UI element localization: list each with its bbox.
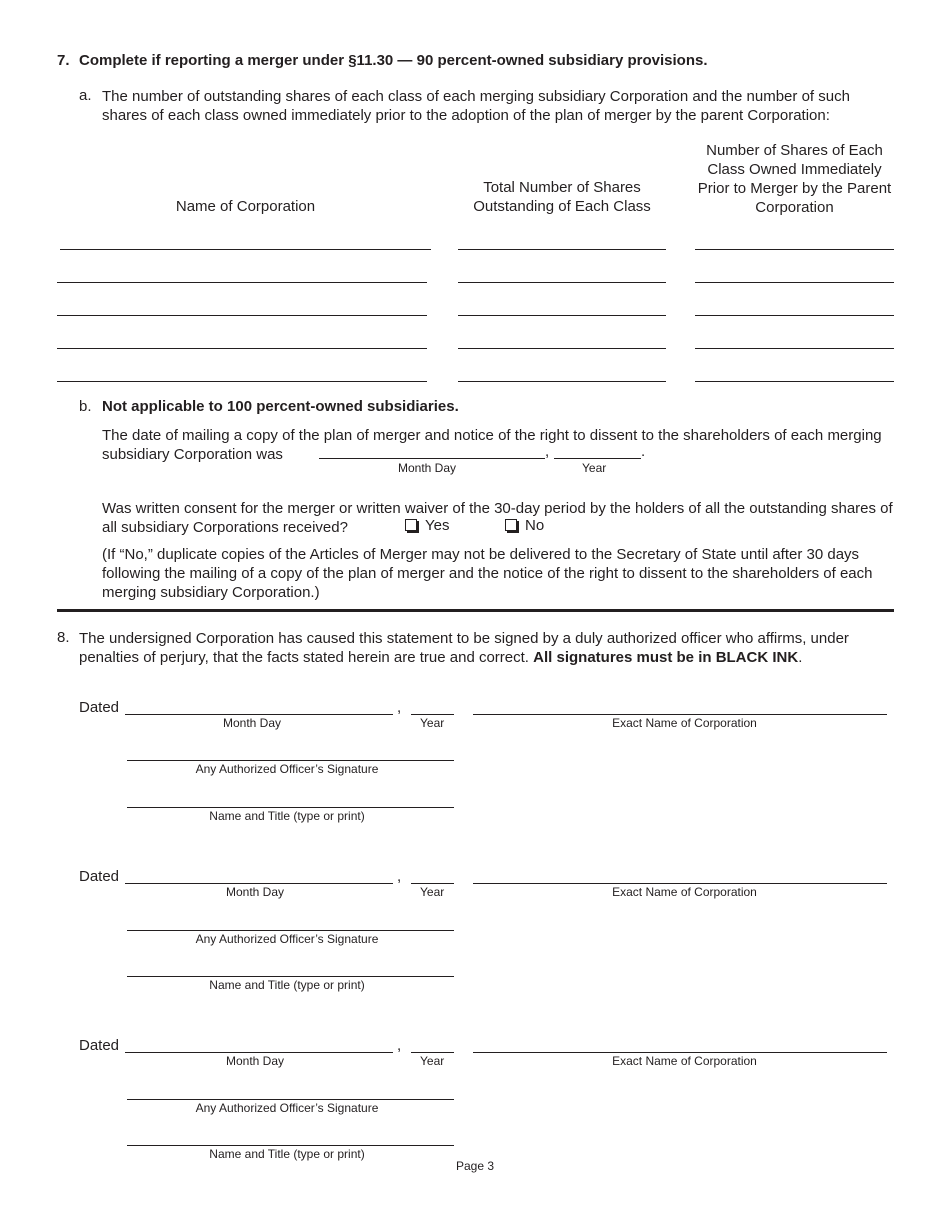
dated-year-field[interactable] <box>411 1052 454 1053</box>
parent-owned-shares-field[interactable] <box>695 315 894 316</box>
comma: , <box>545 443 550 460</box>
dated-month-day-field[interactable] <box>125 714 393 715</box>
mailing-year-field[interactable] <box>554 458 641 459</box>
col-header-name-of-corporation: Name of Corporation <box>175 198 316 215</box>
parent-owned-shares-field[interactable] <box>695 282 894 283</box>
parent-owned-shares-field[interactable] <box>695 381 894 382</box>
officer-signature-caption: Any Authorized Officer’s Signature <box>195 932 379 946</box>
affirmation-period: . <box>798 649 803 666</box>
exact-corp-name-caption: Exact Name of Corporation <box>612 1054 757 1068</box>
officer-signature-caption: Any Authorized Officer’s Signature <box>195 1101 379 1115</box>
consent-yes-option[interactable] <box>405 517 449 534</box>
comma: , <box>397 1037 402 1054</box>
comma: , <box>397 699 402 716</box>
mailing-month-day-caption: Month Day <box>398 461 457 475</box>
name-title-caption: Name and Title (type or print) <box>209 809 365 823</box>
period: . <box>641 443 646 460</box>
dated-label: Dated <box>79 868 120 885</box>
officer-signature-caption: Any Authorized Officer’s Signature <box>195 762 379 776</box>
total-shares-field[interactable] <box>458 315 666 316</box>
black-ink-notice: All signatures must be in BLACK INK <box>533 649 799 666</box>
dated-label: Dated <box>79 699 120 716</box>
corporation-name-field[interactable] <box>60 249 431 250</box>
year-caption: Year <box>420 1054 445 1068</box>
page-number: Page 3 <box>455 1159 495 1173</box>
parent-owned-shares-field[interactable] <box>695 249 894 250</box>
col-header-total-shares: Total Number of Shares Outstanding of Each Class <box>473 179 651 215</box>
corporation-name-field[interactable] <box>57 282 427 283</box>
comma: , <box>397 868 402 885</box>
section-8-number: 8. <box>57 629 70 646</box>
total-shares-field[interactable] <box>458 282 666 283</box>
dated-label: Dated <box>79 1037 120 1054</box>
month-day-caption: Month Day <box>226 1054 285 1068</box>
total-shares-field[interactable] <box>458 348 666 349</box>
section-7-number: 7. <box>57 52 70 69</box>
month-day-caption: Month Day <box>223 716 282 730</box>
consent-question-text: Was written consent for the merger or written waiver of the 30-day period by the holders of all the outstanding shares of all subsidiary Corporations received? <box>102 500 893 536</box>
section-divider <box>57 609 894 612</box>
section-7a-text: The number of outstanding shares of each class of each merging subsidiary Corporation and the number of such shares of each class owned immediately prior to the adoption of the plan of merger by the parent Corporation: <box>102 88 850 124</box>
section-7b-heading: Not applicable to 100 percent-owned subsidiaries. <box>102 398 459 415</box>
dated-year-field[interactable] <box>411 714 454 715</box>
corporation-name-field[interactable] <box>473 714 887 715</box>
section-7b-marker: b. <box>79 398 92 415</box>
corporation-name-field[interactable] <box>57 348 427 349</box>
col-header-shares-owned-by-parent: Number of Shares of Each Class Owned Immediately Prior to Merger by the Parent Corporation <box>697 142 892 216</box>
mailing-date-text: The date of mailing a copy of the plan of merger and notice of the right to dissent to the shareholders of each merging subsidiary Corporation was <box>102 427 882 463</box>
consent-no-option[interactable] <box>505 517 544 534</box>
officer-signature-field[interactable] <box>127 930 454 931</box>
affirmation-text: The undersigned Corporation has caused this statement to be signed by a duly authorized officer who affirms, under penalties of perjury, that the facts stated herein are true and correct. <box>79 630 849 666</box>
name-title-caption: Name and Title (type or print) <box>209 978 365 992</box>
yes-checkbox[interactable] <box>405 519 417 531</box>
officer-signature-field[interactable] <box>127 1099 454 1100</box>
year-caption: Year <box>420 885 445 899</box>
mailing-year-caption: Year <box>582 461 607 475</box>
exact-corp-name-caption: Exact Name of Corporation <box>612 885 757 899</box>
officer-signature-field[interactable] <box>127 760 454 761</box>
section-7-heading: Complete if reporting a merger under §11.30 — 90 percent-owned subsidiary provisions. <box>79 52 708 69</box>
name-title-field[interactable] <box>127 807 454 808</box>
dated-year-field[interactable] <box>411 883 454 884</box>
corporation-name-field[interactable] <box>473 883 887 884</box>
corporation-name-field[interactable] <box>57 315 427 316</box>
name-title-field[interactable] <box>127 976 454 977</box>
yes-label: Yes <box>425 517 450 534</box>
name-title-caption: Name and Title (type or print) <box>209 1147 365 1161</box>
year-caption: Year <box>420 716 445 730</box>
no-checkbox[interactable] <box>505 519 517 531</box>
corporation-name-field[interactable] <box>473 1052 887 1053</box>
section-7a-marker: a. <box>79 87 92 104</box>
corporation-name-field[interactable] <box>57 381 427 382</box>
name-title-field[interactable] <box>127 1145 454 1146</box>
parent-owned-shares-field[interactable] <box>695 348 894 349</box>
total-shares-field[interactable] <box>458 381 666 382</box>
exact-corp-name-caption: Exact Name of Corporation <box>612 716 757 730</box>
total-shares-field[interactable] <box>458 249 666 250</box>
month-day-caption: Month Day <box>226 885 285 899</box>
mailing-month-day-field[interactable] <box>319 458 545 459</box>
dated-month-day-field[interactable] <box>125 1052 393 1053</box>
consent-note: (If “No,” duplicate copies of the Articles of Merger may not be delivered to the Secretary of State until after 30 days following the mailing of a copy of the plan of merger and the notice of the right to dissent to the shareholders of each merging subsidiary Corporation.) <box>102 546 873 601</box>
section-8-text <box>79 629 896 667</box>
dated-month-day-field[interactable] <box>125 883 393 884</box>
no-label: No <box>525 517 545 534</box>
